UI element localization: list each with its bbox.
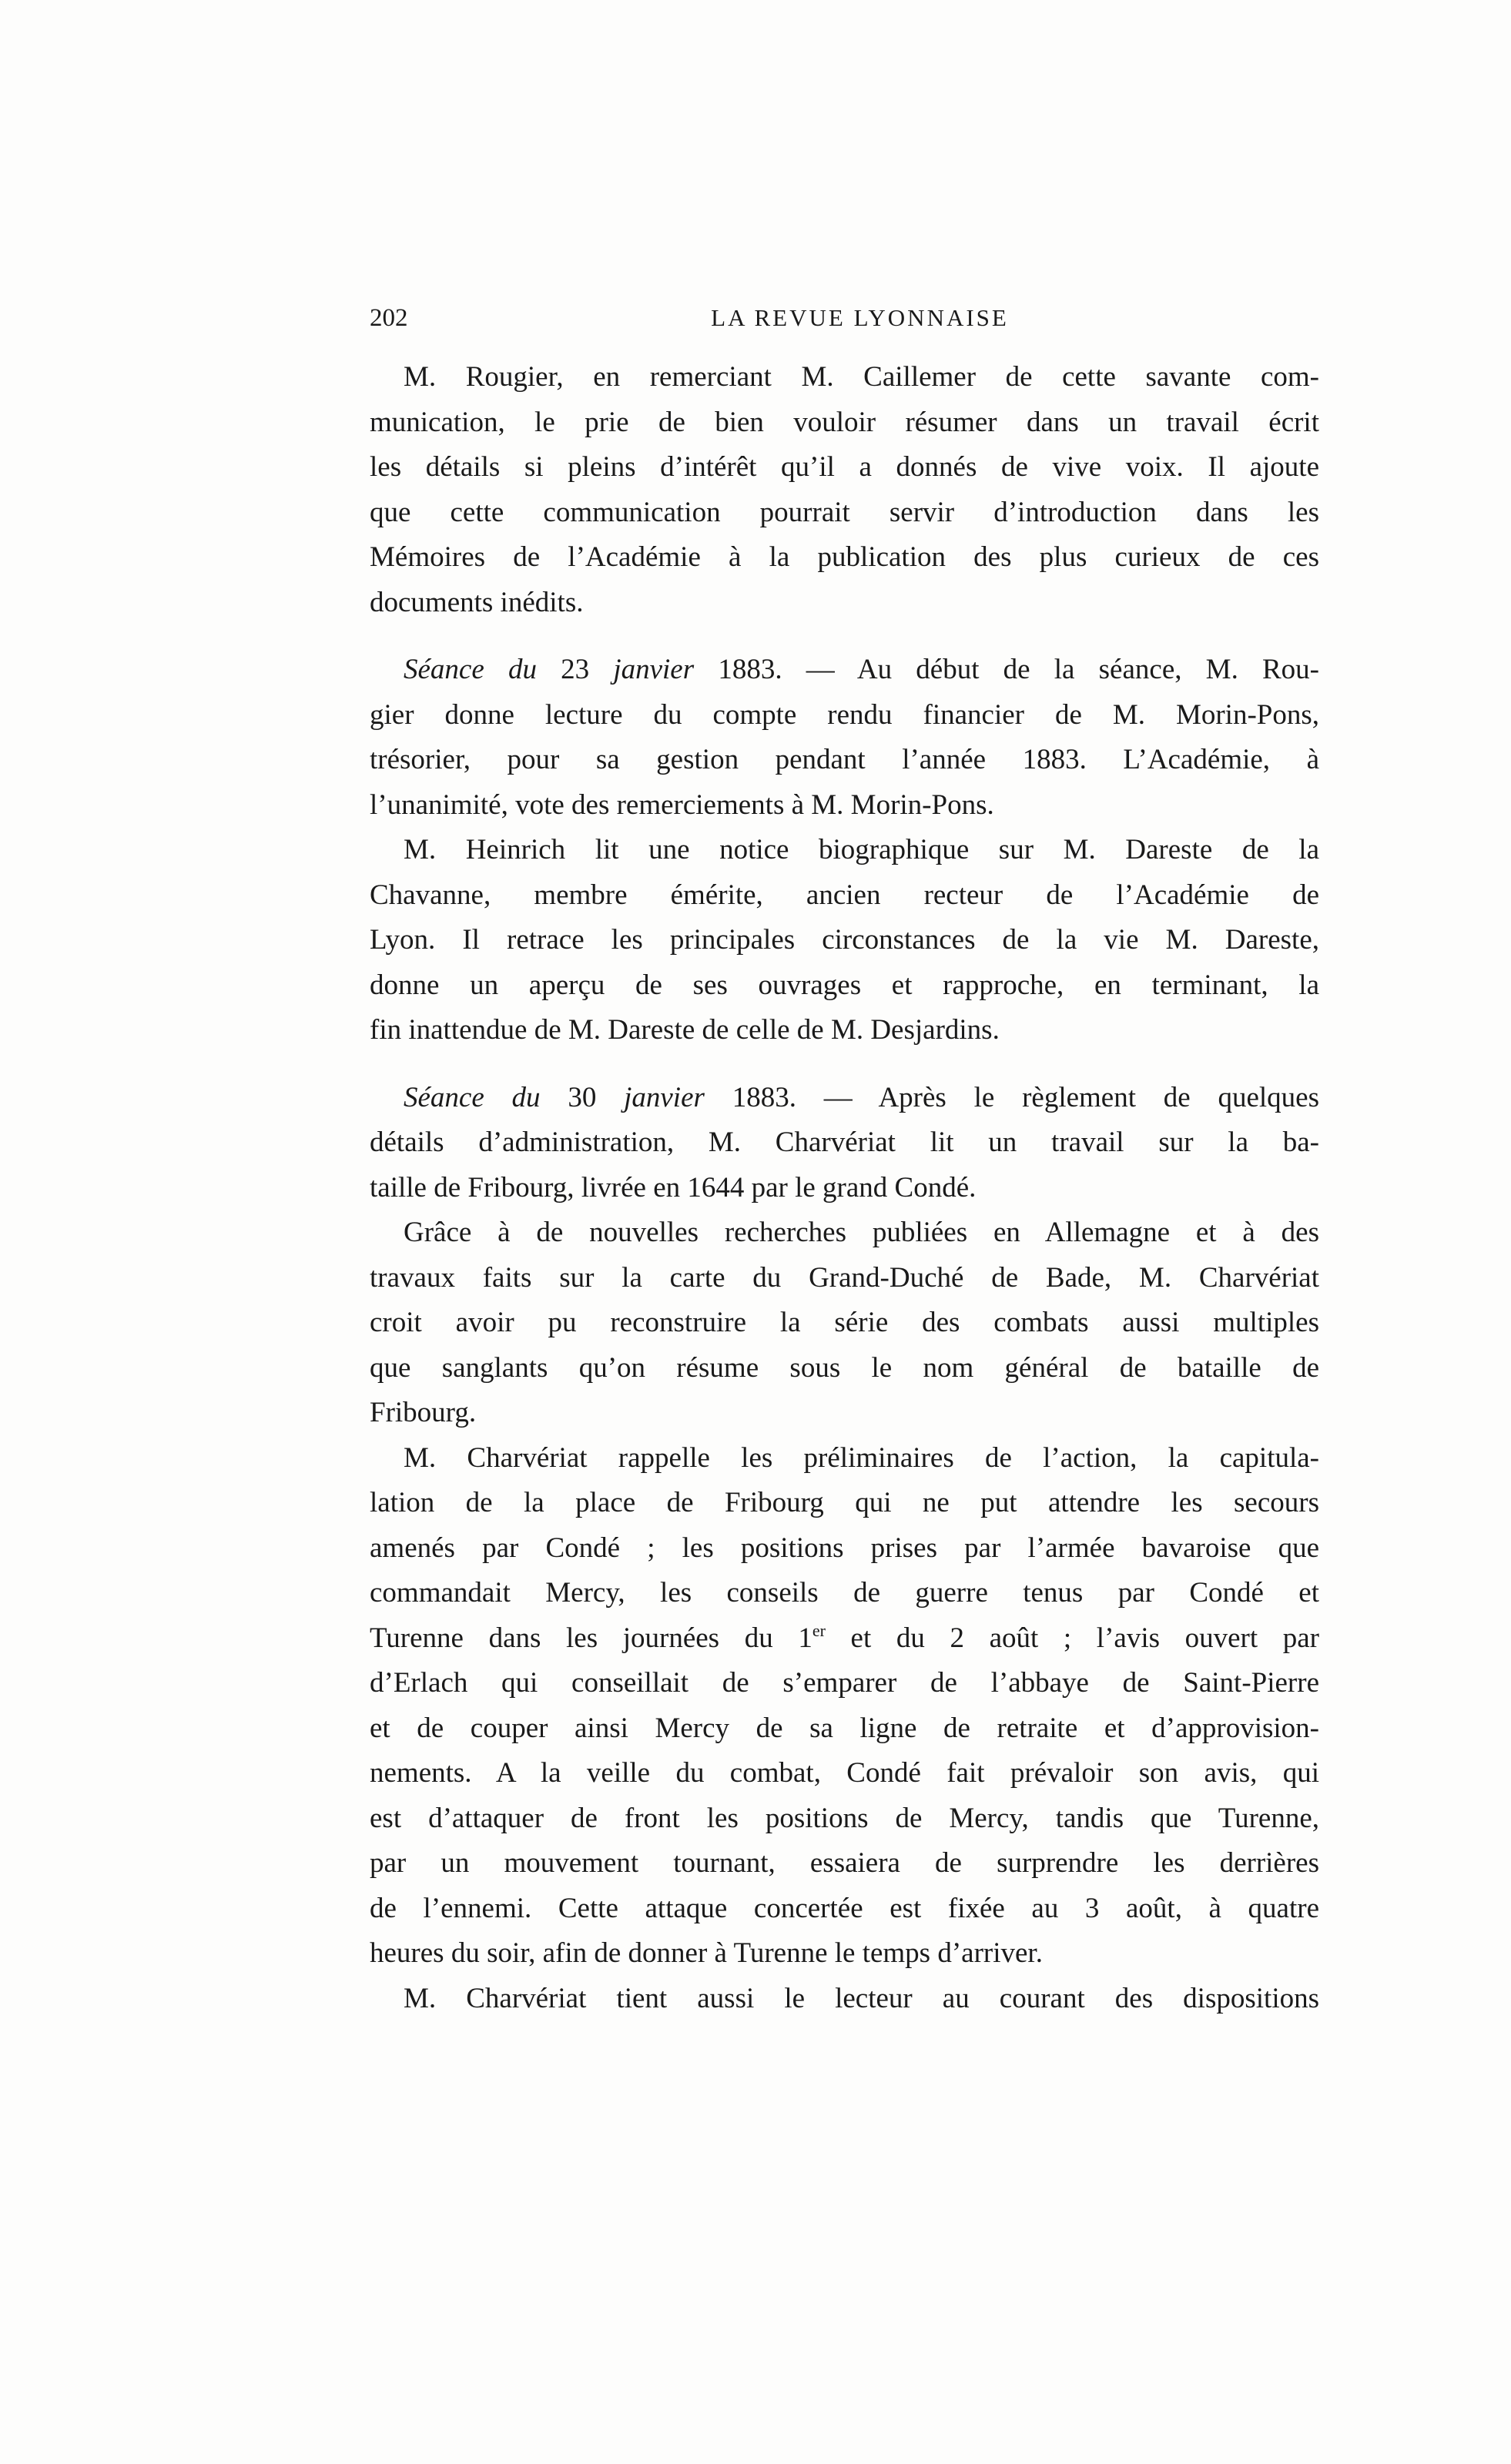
- text-line: [370, 1301, 1319, 1346]
- text-span: que sanglants qu’on résume sous le nom général de bataille de: [370, 1351, 1319, 1384]
- paragraph: [370, 355, 1319, 625]
- text-line: [370, 1751, 1319, 1796]
- body-text: [370, 355, 1319, 2021]
- text-span: heures du soir, afin de donner à Turenne le temps d’arriver.: [370, 1937, 1043, 1969]
- text-line: [370, 1256, 1319, 1301]
- text-span: 30: [568, 1081, 625, 1113]
- text-span: d’Erlach qui conseillait de s’emparer de l’abbaye de Saint-Pierre: [370, 1667, 1319, 1699]
- text-line: [370, 783, 1319, 829]
- text-span: donne un aperçu de ses ouvrages et rapproche, en terminant, la: [370, 969, 1319, 1001]
- text-span: 1883. — Au début de la séance, M. Rou-: [694, 654, 1319, 685]
- text-line: [370, 693, 1319, 738]
- text-span: Fribourg.: [370, 1397, 477, 1428]
- text-line: [370, 1796, 1319, 1842]
- page-header: [370, 299, 1319, 337]
- text-span: fin inattendue de M. Dareste de celle de M. Desjardins.: [370, 1014, 1000, 1046]
- text-line: [370, 1436, 1319, 1481]
- text-span: Grâce à de nouvelles recherches publiées en Allemagne et à des: [404, 1217, 1319, 1248]
- text-line: [370, 738, 1319, 783]
- text-span: de l’ennemi. Cette attaque concertée est fixée au 3 août, à quatre: [370, 1892, 1319, 1924]
- text-line: [370, 1008, 1319, 1053]
- text-line: [370, 1977, 1319, 2022]
- text-span: croit avoir pu reconstruire la série des combats aussi multiples: [370, 1307, 1319, 1338]
- page-number: 202: [370, 304, 408, 332]
- text-span: Chavanne, membre émérite, ancien recteur de l’Académie de: [370, 879, 1319, 911]
- text-line: [370, 1616, 1319, 1662]
- text-line: [370, 1571, 1319, 1616]
- text-line: [370, 1076, 1319, 1121]
- text-span: est d’attaquer de front les positions de Mercy, tandis que Turenne,: [370, 1802, 1319, 1834]
- text-line: [370, 1391, 1319, 1436]
- paragraph: [370, 1436, 1319, 1977]
- text-span: Turenne dans les journées du 1: [370, 1622, 812, 1654]
- text-line: [370, 1481, 1319, 1526]
- text-span: par un mouvement tournant, essaiera de surprendre les derrières: [370, 1847, 1319, 1879]
- text-line: [370, 490, 1319, 536]
- text-span: 1883. — Après le règlement de quelques: [704, 1081, 1319, 1113]
- text-span: gier donne lecture du compte rendu financier de M. Morin-Pons,: [370, 698, 1319, 731]
- text-span: M. Charvériat tient aussi le lecteur au courant des dispositions: [404, 1982, 1319, 2014]
- paragraph: [370, 1210, 1319, 1436]
- text-span: trésorier, pour sa gestion pendant l’année 1883. L’Académie, à: [370, 744, 1319, 775]
- text-line: [370, 400, 1319, 446]
- text-line: [370, 1166, 1319, 1211]
- text-span: M. Charvériat rappelle les préliminaires de l’action, la capitula-: [404, 1441, 1319, 1474]
- running-title: LA REVUE LYONNAISE: [711, 304, 1009, 331]
- text-line: [370, 581, 1319, 626]
- text-line: [370, 535, 1319, 581]
- text-span: amenés par Condé ; les positions prises par l’armée bavaroise que: [370, 1532, 1319, 1564]
- text-span: et de couper ainsi Mercy de sa ligne de retraite et d’approvision-: [370, 1712, 1319, 1744]
- superscript: er: [812, 1620, 826, 1640]
- text-span: que cette communication pourrait servir d’introduction dans les: [370, 496, 1319, 528]
- text-span: et du 2 août ; l’avis ouvert par: [825, 1622, 1319, 1654]
- paragraph: [370, 1977, 1319, 2022]
- italic-text: Séance du: [404, 1081, 568, 1113]
- text-line: [370, 828, 1319, 873]
- italic-text: Séance du: [404, 654, 561, 685]
- text-line: [370, 1706, 1319, 1752]
- paragraph: [370, 828, 1319, 1053]
- text-line: [370, 963, 1319, 1009]
- text-span: les détails si pleins d’intérêt qu’il a donnés de vive voix. Il ajoute: [370, 451, 1319, 483]
- text-span: munication, le prie de bien vouloir résumer dans un travail écrit: [370, 406, 1319, 438]
- text-line: [370, 1841, 1319, 1886]
- text-span: commandait Mercy, les conseils de guerre tenus par Condé et: [370, 1577, 1319, 1609]
- text-line: [370, 355, 1319, 400]
- text-line: [370, 1886, 1319, 1932]
- text-line: [370, 1526, 1319, 1572]
- text-span: nements. A la veille du combat, Condé fait prévaloir son avis, qui: [370, 1757, 1319, 1789]
- text-line: [370, 1661, 1319, 1706]
- text-span: l’unanimité, vote des remerciements à M. Morin-Pons.: [370, 788, 994, 821]
- text-span: documents inédits.: [370, 586, 584, 618]
- italic-text: janvier: [624, 1081, 705, 1113]
- text-line: [370, 1931, 1319, 1977]
- text-line: [370, 1346, 1319, 1391]
- text-line: [370, 1120, 1319, 1166]
- text-line: [370, 918, 1319, 963]
- text-span: Lyon. Il retrace les principales circonstances de la vie M. Dareste,: [370, 924, 1319, 956]
- text-span: M. Rougier, en remerciant M. Caillemer de cette savante com-: [404, 361, 1319, 393]
- text-line: [370, 1210, 1319, 1256]
- paragraph: [370, 648, 1319, 828]
- text-span: Mémoires de l’Académie à la publication des plus curieux de ces: [370, 541, 1319, 573]
- text-span: M. Heinrich lit une notice biographique sur M. Dareste de la: [404, 834, 1319, 865]
- text-span: travaux faits sur la carte du Grand-Duché de Bade, M. Charvériat: [370, 1261, 1319, 1294]
- text-span: détails d’administration, M. Charvériat lit un travail sur la ba-: [370, 1127, 1319, 1158]
- paragraph: [370, 1076, 1319, 1211]
- text-line: [370, 873, 1319, 919]
- text-line: [370, 445, 1319, 490]
- text-line: [370, 648, 1319, 693]
- text-span: taille de Fribourg, livrée en 1644 par le grand Condé.: [370, 1171, 977, 1204]
- text-span: lation de la place de Fribourg qui ne put attendre les secours: [370, 1487, 1319, 1518]
- italic-text: janvier: [613, 654, 695, 685]
- text-span: 23: [561, 654, 614, 685]
